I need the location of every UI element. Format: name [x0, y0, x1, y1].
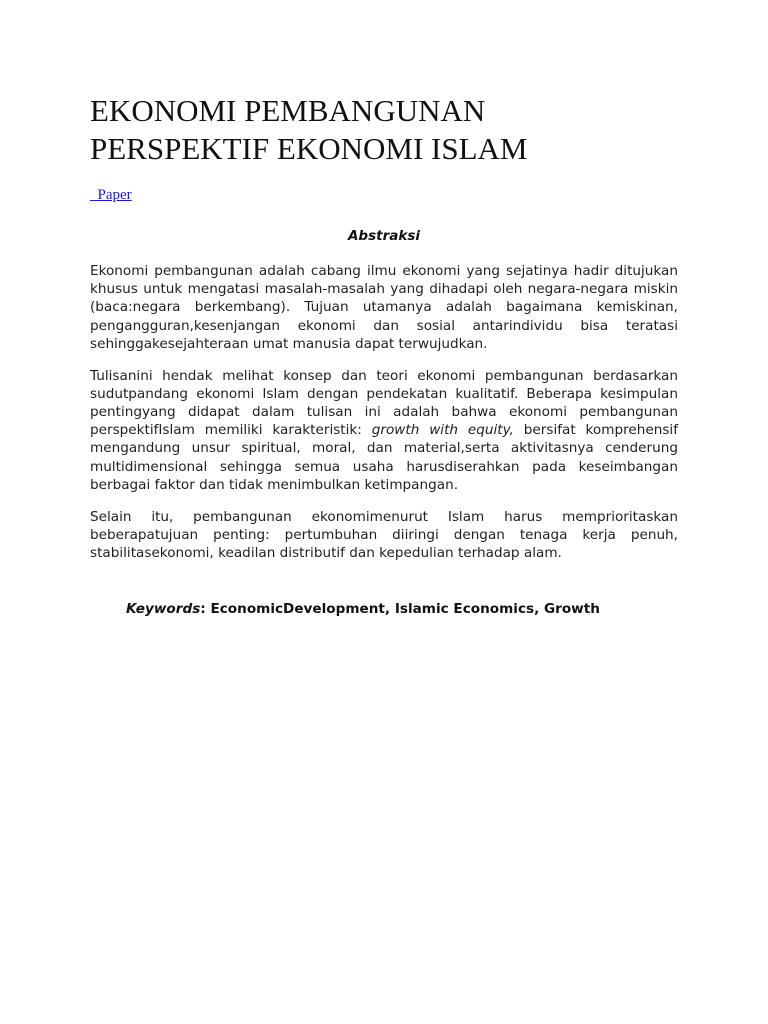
paragraph-2-text-start: Tulisanini hendak melihat konsep dan teori ekonomi pembangunan berdasarkan sudutpandang ekonomi Islam dengan pendekatan kualitatif. Beberapa kesimpulan pentingyang didapat dalam tulisan ini adalah bahwa ekonomi pembangunan perspektifIslam memiliki karakteristik:: [90, 367, 678, 439]
keywords-line: [126, 601, 678, 617]
paragraph-2-emphasis: growth with equity,: [371, 422, 514, 439]
abstract-paragraph-3: Selain itu, pembangunan ekonomimenurut Islam harus memprioritaskan beberapatujuan penting: pertumbuhan diiringi dengan tenaga kerja penuh, stabilitasekonomi, keadilan distributif dan kepedulian terhadap alam.: [90, 508, 678, 562]
abstract-paragraph-2: [90, 367, 678, 494]
title-line-2: PERSPEKTIF EKONOMI ISLAM: [90, 131, 528, 166]
title-line-1: EKONOMI PEMBANGUNAN: [90, 93, 486, 128]
abstract-paragraph-1: Ekonomi pembangunan adalah cabang ilmu ekonomi yang sejatinya hadir ditujukan khusus untuk mengatasi masalah-masalah yang dihadapi oleh negara-negara miskin (baca:negara berkembang). Tujuan utamanya adalah bagaimana kemiskinan, pengangguran,kesenjangan ekonomi dan sosial antarindividu bisa teratasi sehinggakesejahteraan umat manusia dapat terwujudkan.: [90, 263, 678, 352]
paper-link-label[interactable]: Paper: [97, 187, 132, 203]
paragraph-2-text-end: bersifat komprehensif mengandung unsur spiritual, moral, dan material,serta aktivitasnya cenderung multidimensional sehingga semua usaha harusdiserahkan pada keseimbangan berbagai faktor dan tidak menimbulkan ketimpangan.: [90, 422, 678, 493]
keywords-label: Keywords: [126, 601, 201, 618]
abstract-heading: Abstraksi: [347, 228, 420, 244]
keywords-list: : EconomicDevelopment, Islamic Economics, Growth: [200, 601, 600, 618]
document-page: [90, 92, 678, 617]
document-title: [90, 92, 678, 168]
paper-link[interactable]: [90, 187, 132, 204]
